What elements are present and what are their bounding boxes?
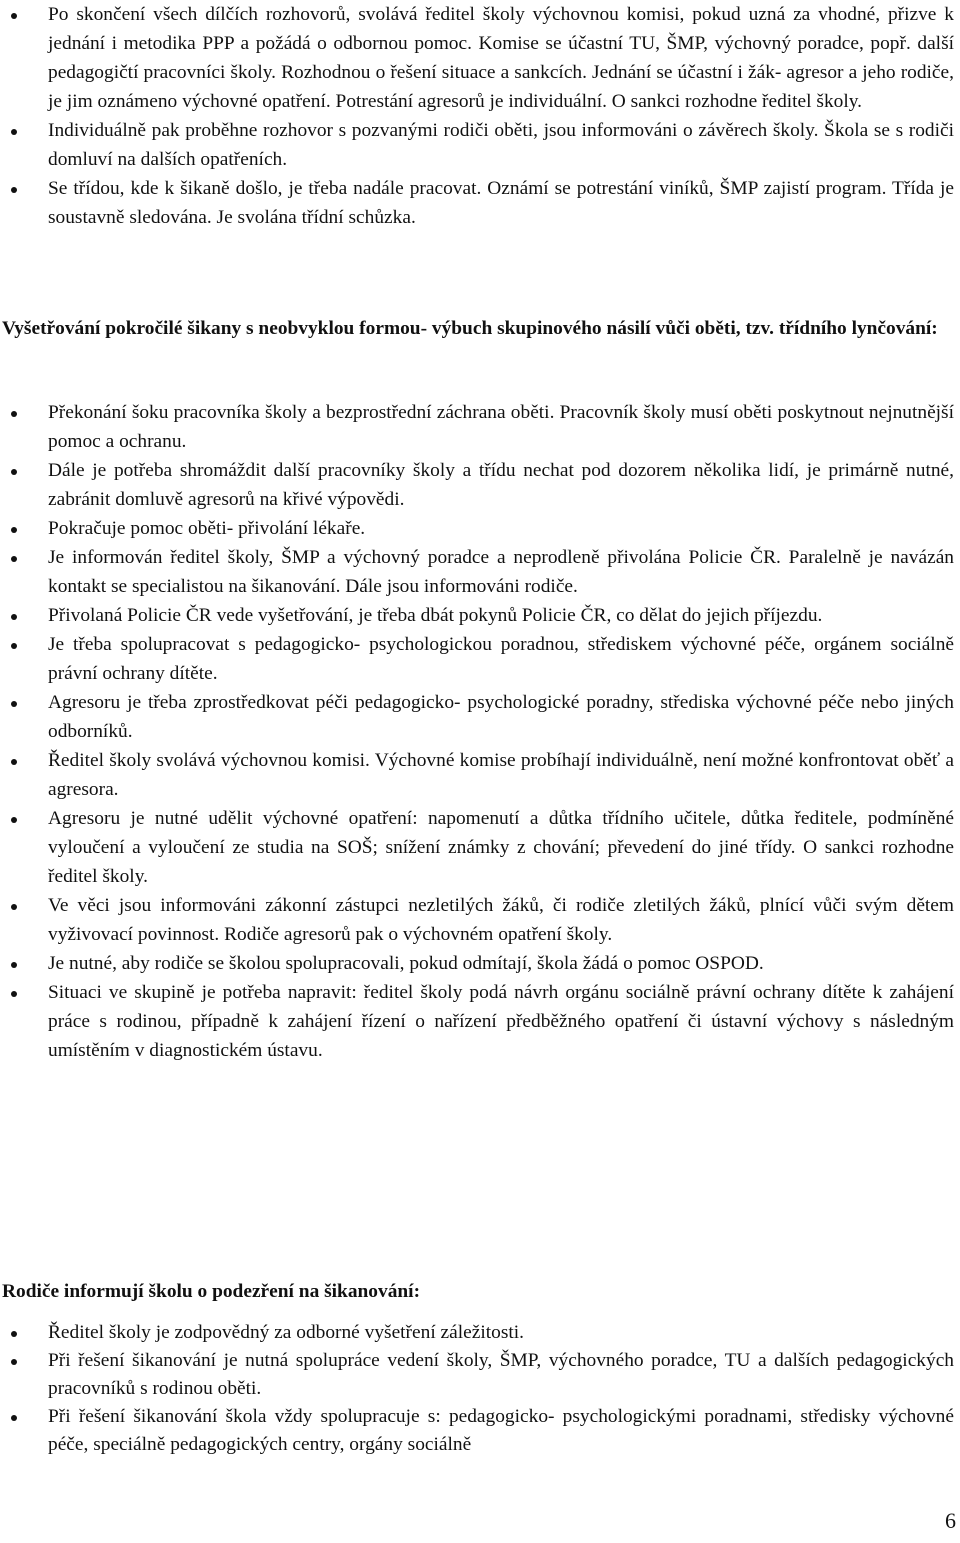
list-item: Překonání šoku pracovníka školy a bezprostřední záchrana oběti. Pracovník školy musí oběti poskytnout nejnutnější pomoc a ochranu.	[0, 398, 958, 456]
list-item: Ředitel školy svolává výchovnou komisi. Výchovné komise probíhají individuálně, není možné konfrontovat oběť a agresora.	[0, 746, 958, 804]
bullet-list-section2	[0, 398, 958, 1065]
list-item: Po skončení všech dílčích rozhovorů, svolává ředitel školy výchovnou komisi, pokud uzná za vhodné, přizve k jednání i metodika PPP a požádá o odbornou pomoc. Komise se účastní TU, ŠMP, výchovný poradce, popř. další pedagogičtí pracovníci školy. Rozhodnou o řešení situace a sankcích. Jednání se účastní i žák- agresor a jeho rodiče, je jim oznámeno výchovné opatření. Potrestání agresorů je individuální. O sankci rozhodne ředitel školy.	[0, 0, 958, 116]
list-item: Dále je potřeba shromáždit další pracovníky školy a třídu nechat pod dozorem několika lidí, je primárně nutné, zabránit domluvě agresorů na křivé výpovědi.	[0, 456, 958, 514]
list-item: Agresoru je nutné udělit výchovné opatření: napomenutí a důtka třídního učitele, důtka ředitele, podmíněné vyloučení a vyloučení ze studia na SOŠ; snížení známky z chování; převedení do jiné třídy. O sankci rozhodne ředitel školy.	[0, 804, 958, 891]
section-heading-parents: Rodiče informují školu o podezření na šikanování:	[2, 1281, 421, 1302]
page-number: 6	[945, 1508, 956, 1533]
list-item: Pokračuje pomoc oběti- přivolání lékaře.	[0, 514, 958, 543]
list-item: Přivolaná Policie ČR vede vyšetřování, je třeba dbát pokynů Policie ČR, co dělat do jejich příjezdu.	[0, 601, 958, 630]
list-item: Ředitel školy je zodpovědný za odborné vyšetření záležitosti.	[0, 1319, 958, 1347]
list-item: Při řešení šikanování je nutná spolupráce vedení školy, ŠMP, výchovného poradce, TU a dalších pedagogických pracovníků s rodinou oběti.	[0, 1347, 958, 1403]
list-item: Ve věci jsou informováni zákonní zástupci nezletilých žáků, či rodiče zletilých žáků, plnící vůči svým dětem vyživovací povinnost. Rodiče agresorů pak o výchovném opatření školy.	[0, 891, 958, 949]
bullet-list-section3	[0, 1319, 958, 1459]
list-item: Při řešení šikanování škola vždy spolupracuje s: pedagogicko- psychologickými poradnami, středisky výchovné péče, speciálně pedagogických centry, orgány sociálně	[0, 1403, 958, 1459]
list-item: Situaci ve skupině je potřeba napravit: ředitel školy podá návrh orgánu sociálně právní ochrany dítěte k zahájení práce s rodinou, případně k zahájení řízení o nařízení předběžného opatření či ústavní výchovy s následným umístěním v diagnostickém ústavu.	[0, 978, 958, 1065]
list-item: Individuálně pak proběhne rozhovor s pozvanými rodiči oběti, jsou informováni o závěrech školy. Škola se s rodiči domluví na dalších opatřeních.	[0, 116, 958, 174]
list-item: Agresoru je třeba zprostředkovat péči pedagogicko- psychologické poradny, střediska výchovné péče nebo jiných odborníků.	[0, 688, 958, 746]
bullet-list-section1	[0, 0, 958, 232]
list-item: Je nutné, aby rodiče se školou spolupracovali, pokud odmítají, škola žádá o pomoc OSPOD.	[0, 949, 958, 978]
list-item: Je třeba spolupracovat s pedagogicko- psychologickou poradnou, střediskem výchovné péče, orgánem sociálně právní ochrany dítěte.	[0, 630, 958, 688]
list-item: Se třídou, kde k šikaně došlo, je třeba nadále pracovat. Oznámí se potrestání viníků, ŠMP zajistí program. Třída je soustavně sledována. Je svolána třídní schůzka.	[0, 174, 958, 232]
section-heading-lynching: Vyšetřování pokročilé šikany s neobvyklou formou- výbuch skupinového násilí vůči oběti, tzv. třídního lynčování:	[2, 318, 938, 339]
list-item: Je informován ředitel školy, ŠMP a výchovný poradce a neprodleně přivolána Policie ČR. Paralelně je navázán kontakt se specialistou na šikanování. Dále jsou informováni rodiče.	[0, 543, 958, 601]
